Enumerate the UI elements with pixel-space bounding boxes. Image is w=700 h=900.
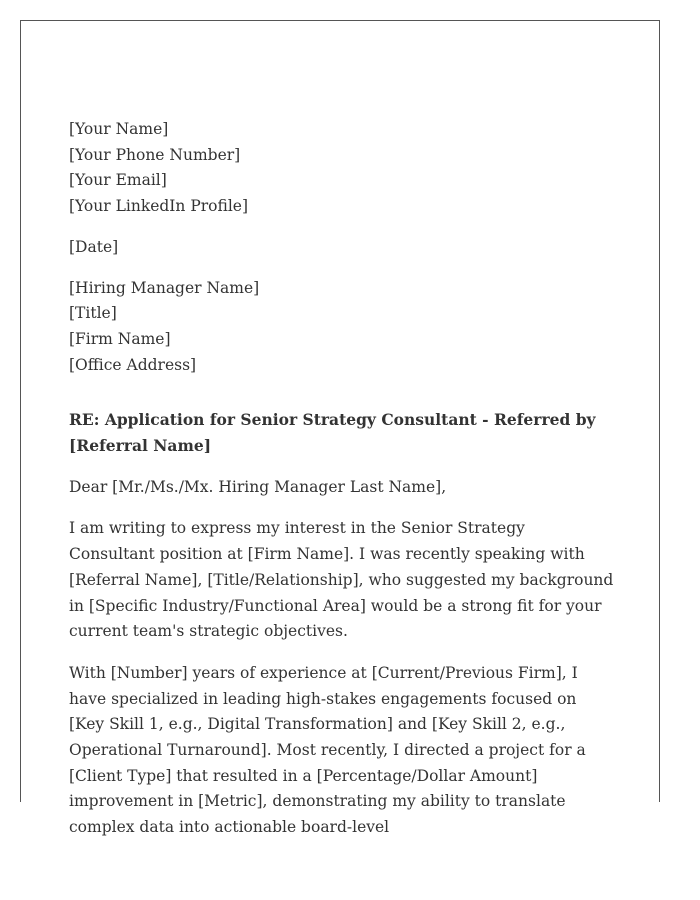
subject-line: RE: Application for Senior Strategy Consultant - Referred by [Referral Name] [69, 410, 596, 456]
sender-name: [Your Name] [69, 120, 169, 138]
recipient-name: [Hiring Manager Name] [69, 278, 260, 297]
salutation: Dear [Mr./Ms./Mx. Hiring Manager Last Name], [69, 477, 447, 496]
letter-page [20, 20, 660, 837]
recipient-title: [Title] [69, 304, 117, 323]
recipient-block [69, 276, 614, 379]
sender-linkedin: [Your LinkedIn Profile] [69, 197, 249, 216]
recipient-firm: [Firm Name] [69, 329, 171, 348]
sender-email: [Your Email] [69, 171, 167, 190]
body-paragraph-1: I am writing to express my interest in the Senior Strategy Consultant position at [Firm Name]. I was recently speaking with [Referral Name], [Title/Relationship], who suggested my background in [Specific Industry/Functional Area] would be a strong fit for your current team's strategic objectives. [69, 519, 614, 641]
body-paragraph-2: With [Number] years of experience at [Current/Previous Firm], I have specialized in leading high-stakes engagements focused on [Key Skill 1, e.g., Digital Transformation] and [Key Skill 2, e.g., Operational Turnaround]. Most recently, I directed a project for a [Client Type] that resulted in a [Percentage/Dollar Amount] improvement in [Metric], demonstrating my ability to translate complex data into actionable board-level [69, 663, 586, 837]
recipient-address: [Office Address] [69, 355, 197, 374]
date-block [69, 235, 614, 261]
sender-block [69, 117, 614, 220]
sender-phone: [Your Phone Number] [69, 145, 241, 164]
letter-content [69, 117, 614, 841]
letter-date: [Date] [69, 237, 119, 256]
